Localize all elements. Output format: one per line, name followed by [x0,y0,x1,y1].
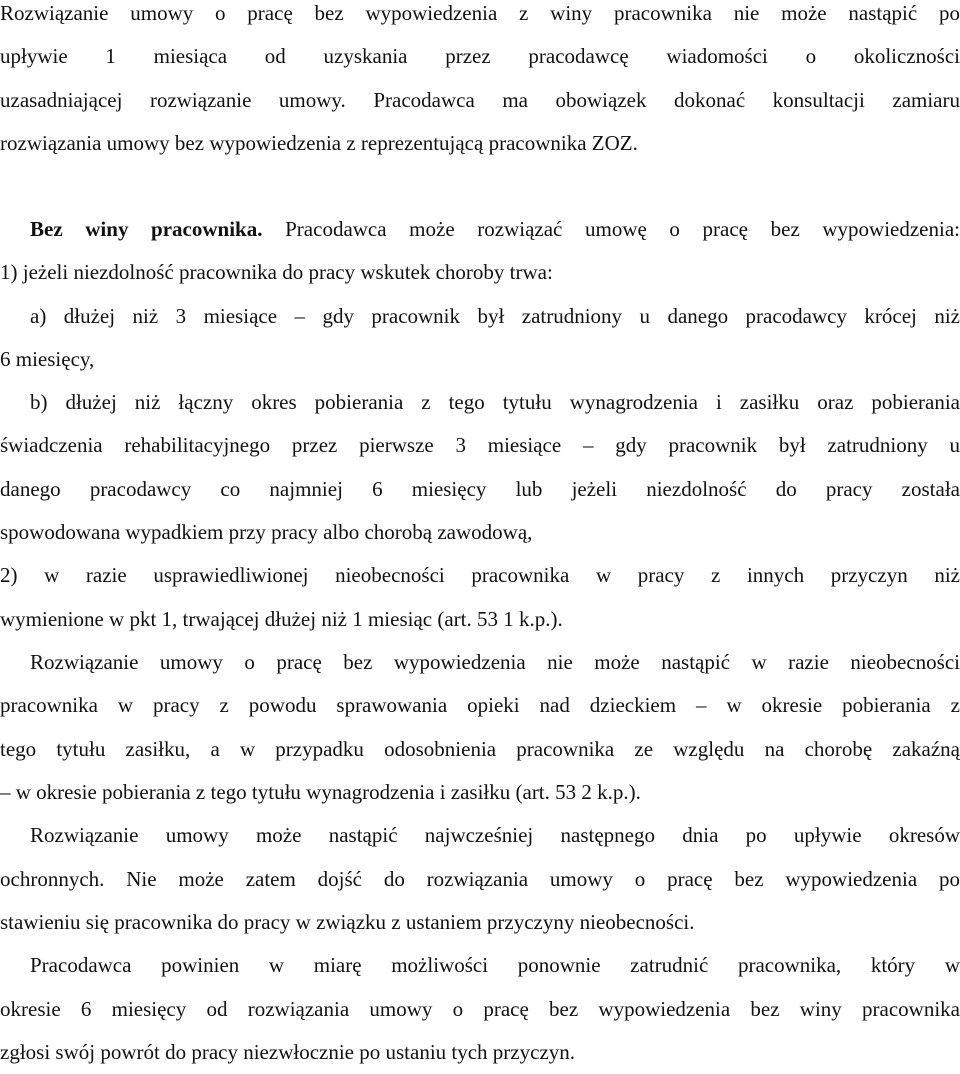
text-span: świadczenia rehabilitacyjnego przez pierwsze 3 miesiące [0,433,562,457]
text-span: pracownika w pracy z powodu sprawowania opieki nad dzieckiem [0,693,677,717]
text-line [0,771,960,814]
text-line: 1) jeżeli niezdolność pracownika do pracy wskutek choroby trwa: [0,260,553,284]
em-dash: – [294,304,305,328]
text-line: danego pracodawcy co najmniej 6 miesięcy lub jeżeli niezdolność do pracy została [0,477,960,501]
text-span: a) dłużej niż 3 miesiące [30,304,278,328]
text-line [0,684,960,727]
text-line: okresie 6 miesięcy od rozwiązania umowy o pracę bez wypowiedzenia bez winy pracownika [0,997,960,1021]
em-dash: – [696,693,707,717]
text-line: spowodowana wypadkiem przy pracy albo chorobą zawodową, [0,520,533,544]
text-line: Rozwiązanie umowy o pracę bez wypowiedzenia nie może nastąpić w razie nieobecności [30,650,960,674]
text-line: Rozwiązanie umowy o pracę bez wypowiedzenia z winy pracownika nie może nastąpić po [0,1,960,25]
text-span: gdy pracownik był zatrudniony u danego pracodawcy krócej niż [322,304,960,328]
text-line [0,424,960,467]
text-span: gdy pracownik był zatrudniony u [615,433,960,457]
text-line: Rozwiązanie umowy może nastąpić najwcześniej następnego dnia po upływie okresów [30,823,960,847]
text-line: stawieniu się pracownika do pracy w związku z ustaniem przyczyny nieobecności. [0,910,695,934]
text-line: zgłosi swój powrót do pracy niezwłocznie po ustaniu tych przyczyn. [0,1040,576,1064]
text-span: w okresie pobierania z tego tytułu wynagrodzenia i zasiłku (art. 53 2 k.p.). [15,780,641,804]
text-line: 2) w razie usprawiedliwionej nieobecności pracownika w pracy z innych przyczyn niż [0,563,960,587]
text-line: Pracodawca powinien w miarę możliwości ponownie zatrudnić pracownika, który w [30,953,960,977]
text-line: upływie 1 miesiąca od uzyskania przez pracodawcę wiadomości o okoliczności [0,44,960,68]
text-line: tego tytułu zasiłku, a w przypadku odosobnienia pracownika ze względu na chorobę zakaźną [0,737,960,761]
text-line: rozwiązania umowy bez wypowiedzenia z reprezentującą pracownika ZOZ. [0,131,638,155]
text-line: ochronnych. Nie może zatem dojść do rozwiązania umowy o pracę bez wypowiedzenia po [0,867,960,891]
text-line: wymienione w pkt 1, trwającej dłużej niż 1 miesiąc (art. 53 1 k.p.). [0,607,563,631]
text-line: 6 miesięcy, [0,347,95,371]
text-line: uzasadniającej rozwiązanie umowy. Pracodawca ma obowiązek dokonać konsultacji zamiaru [0,88,960,112]
text-line: b) dłużej niż łączny okres pobierania z tego tytułu wynagrodzenia i zasiłku oraz pobierania [30,390,960,414]
section-heading: Bez winy pracownika. [30,217,263,241]
em-dash: – [582,433,594,457]
text-span: w okresie pobierania z [726,693,960,717]
text-line [0,295,960,338]
text-span: Pracodawca może rozwiązać umowę o pracę bez wypowiedzenia: [285,217,960,241]
em-dash: – [0,780,11,804]
section-line [0,208,960,251]
